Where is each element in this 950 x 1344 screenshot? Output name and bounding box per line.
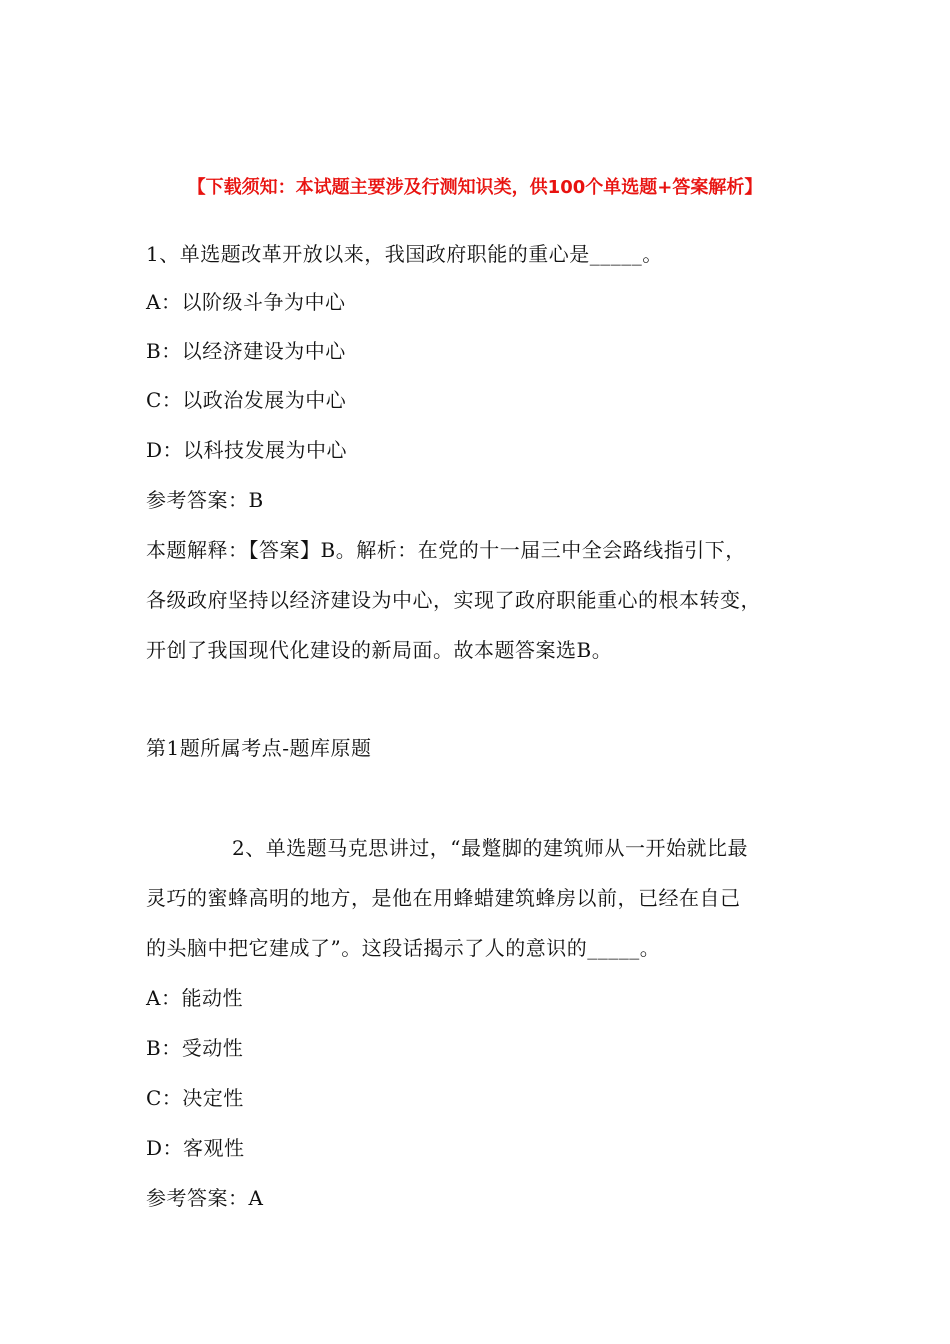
download-notice: 【下载须知：本试题主要涉及行测知识类，供100个单选题+答案解析】 — [187, 177, 763, 198]
question-1-text: 1、单选题改革开放以来，我国政府职能的重心是_____。 — [146, 242, 663, 266]
question-1-option-c: C：以政治发展为中心 — [146, 388, 347, 412]
question-2-option-a: A：能动性 — [146, 986, 243, 1010]
question-2-text-line-2: 灵巧的蜜蜂高明的地方，是他在用蜂蜡建筑蜂房以前，已经在自己 — [146, 886, 741, 910]
question-1-option-b: B：以经济建设为中心 — [146, 339, 346, 363]
question-2-option-b: B：受动性 — [146, 1036, 244, 1060]
question-1-option-a: A：以阶级斗争为中心 — [146, 290, 346, 314]
question-1-topic: 第1题所属考点-题库原题 — [146, 736, 372, 760]
question-2-text-line-3: 的头脑中把它建成了”。这段话揭示了人的意识的_____。 — [146, 936, 661, 960]
question-2-option-d: D：客观性 — [146, 1136, 245, 1160]
question-1-explanation-line-2: 各级政府坚持以经济建设为中心，实现了政府职能重心的根本转变， — [146, 588, 761, 612]
question-1-explanation-line-3: 开创了我国现代化建设的新局面。故本题答案选B。 — [146, 638, 613, 662]
question-1-answer: 参考答案：B — [146, 488, 264, 512]
question-2-option-c: C：决定性 — [146, 1086, 244, 1110]
question-2-answer: 参考答案：A — [146, 1186, 264, 1210]
question-1-option-d: D：以科技发展为中心 — [146, 438, 348, 462]
question-1-explanation-line-1: 本题解释：【答案】B。解析：在党的十一届三中全会路线指引下， — [146, 538, 746, 562]
question-2-text-line-1: 2、单选题马克思讲过，“最蹩脚的建筑师从一开始就比最 — [232, 836, 748, 860]
